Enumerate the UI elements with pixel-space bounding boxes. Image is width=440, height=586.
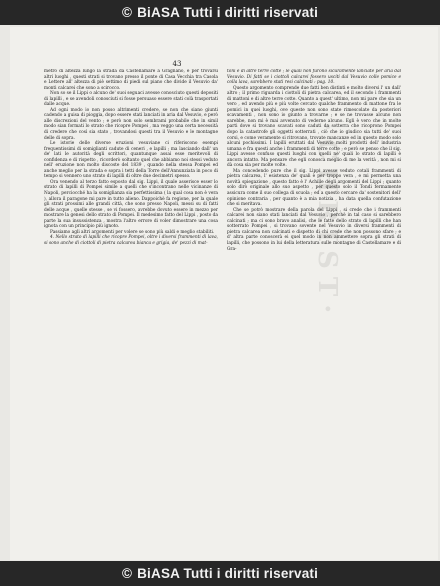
right-column — [227, 69, 401, 555]
copyright-mark: © — [121, 566, 133, 581]
paragraph: Ad ogni modo io non posso altrimenti credere, se non che siano giunti cadendo a guisa di pioggia, dopo essere stati lanciati in aria dal Vesuvio, e però alle discrezioni del vento ; e però non solo sembrami probabile che in simil modo sian formati lo strato che ricopre Pompei , ma veggo una certa necessità di credere che così sia stato , trovandosi questi tra il Vesuvio e le montagne delle di sopra. — [44, 107, 218, 141]
document-page — [10, 27, 438, 560]
paragraph: Ma concedendo pure che il sig. Lippi avesse veduto cotali frammenti di pietra calcarea, l' esistenza de' quali è per troppo vera , e mi permetta una novità spiegazione , questo fatto è l' Achille degli argomenti del Lippi ; quanto solo dirò originale allo suo aspetto , per questo solo il Tondi fermamente assicura come il suo collega di scuola ; ed a questo cercare da' sostenitori dell' opinione contraria , per quanto è a mia notizia , ha data quella confutazione che si meritava. — [227, 168, 401, 208]
paragraph: Non so se il Lippi o alcuno de' suoi seguaci avesse conosciuto questi depositi di lapilli , e se avendoli conosciuti si fosse persuaso essere stati colà trasportati dalle acque. — [44, 91, 218, 108]
paragraph: Ora venendo al terzo fatto esposto dal sig. Lippi, il quale asserisce esser lo strato di lapilli di Pompei simile a quelli che s'incontrano nelle vicinanze di Napoli, perciocché ha la somiglianza sia perfettissima ( la qual cosa non è vera ), allora il paragone mi pare in tutto alieno. Dappoichè fa regione, per la quale gli strati prossimi alle grandi città, che sono presso Napoli, messi su di fatti delle acque , quelle stesse , se vi fossero, avrebbe dovuto essere in mezzo per mostrare la genesi dello strato di Pompei. Il medesimo fatto del Lippi , posto da parte la sua insussistenza , mostra l'altro errore di voler dimostrare una cosa ignota con un principio più ignoto. — [44, 179, 218, 230]
paragraph: toni e di altre terre cotte ; le quali non furono sicuramente lanciate per aria dal Vesuvio. Di fatti se i ciottoli calcarei fossero usciti dal Vesuvio colle pomice e colla lava, sarebbero stati resi calcinati : pag. 10. — [227, 69, 401, 86]
left-column — [44, 69, 218, 555]
paragraph: Questo argomento comprende due fatti ben distinti e molto diversi l' un dall' altro ; il primo riguarda i ciottoli di pietra calcarea, ed il secondo i frammenti di mattoni e di altre terre cotte. Quanto a quest' ultimo, non mi pare che sia un vero , ed avendo più e più volte cercato qualche frammento di mattone fra le pomici in quei luoghi, ove queste non sono state rimescolate da posteriori scavamenti , non sono io giunto a trovarne ; e se ne trovasse alcuno non sarebbe, non mi è mai avvenuto di vederne alcuno. Egli è vero che in molte parti dove si trovano scavati sono caduti da sotterra che ricoprono Pompei dopo la catastrofe gli oggetti sotterrati , ciò che io giudico sia tutti de' suoi corsi, e come veramente si ritrovano, trovate mancanze ed in questo modo solo alcuni pochissimi. I lapilli eruttati dal Vesuvio molti prodotti dell' industria umana e fra questi anche i frammenti di terre cotte ; e però se penso che il sig. Lippi avesse confuso questi luoghi con quelli ne' quali lo strato di lapilli è ancora intatto. Ma pensare che egli conosca meglio di me la verità , non mi si dà cosa sia per molte volte. — [227, 85, 401, 169]
page-number: 43 — [172, 60, 182, 68]
watermark-text: BiASA Tutti i diritti riservati — [137, 566, 319, 581]
watermark-text: BiASA Tutti i diritti riservati — [137, 5, 319, 20]
watermark-banner-top — [0, 0, 440, 25]
paragraph: metro di altezza lungo la strada da Castellamare a Gragnano, e per trovarsi altri luoghi , questi strati si trovano presso il ponte di Casa Vecchia tra Casola e Lettere all' altezza di piè settimo di piedi sul piano che divide il Vesuvio da' monti calcarei che sono a scirocco. — [44, 69, 218, 91]
paragraph: Le istorie delle diverse eruzioni vesuviane ci riferiscono esempi frequentissimi di somiglianti cadute di ceneri , e lapilli ; ma lasciando dall' un de' lati le autorità degli scrittori, quantunque assai esse meritevoli di confidenza e di rispetto , ricorderò soltanto quel che abbiamo noi stessi veduto nell' eruzione non molto discoste del 1839 , quando nella stessa Pompei ed anche meglio per la strada e sopra i tetti della Torre dell'Annunziata in poco di tempo si vennero uno strato di lapilli di oltre due decimetri spesso. — [44, 141, 218, 180]
paragraph: 4. Nello strato di lapilli che ricopre Pompei, oltre i diversi frammenti di lava, si sono anche di ciottoli di pietra calcarea bianca e grigia, de' pezzi di mat- — [44, 235, 218, 246]
stamp-watermark: ·CHRIST· — [312, 122, 342, 322]
paragraph: Passiamo agli altri argomenti per volere se sono più saldi e meglio stabiliti. — [50, 229, 215, 235]
watermark-banner-bottom — [0, 561, 440, 586]
paragraph: Che se potrò mostrare della parola del Lippi , si crede che i frammenti calcarei non siano stati lanciati dal Vesuvio , perchè in tal caso si sarebbero calcinati ; ma ci sono bravo analisi, che le fatte dello strato di lapilli che han sotterrato Pompei , si trovano sovente nel Vesuvio in diversi frammenti di pietra calcarea non calcinati e dispetto di chi crede che non possono sfare ; e d' altra parte conoscerà ei quel modo in non ammettere sopra gli strati di lapilli, che possono in lui della letteratura sulle montagne di Castellamare e di Gra- — [227, 207, 401, 252]
copyright-mark: © — [121, 5, 133, 20]
